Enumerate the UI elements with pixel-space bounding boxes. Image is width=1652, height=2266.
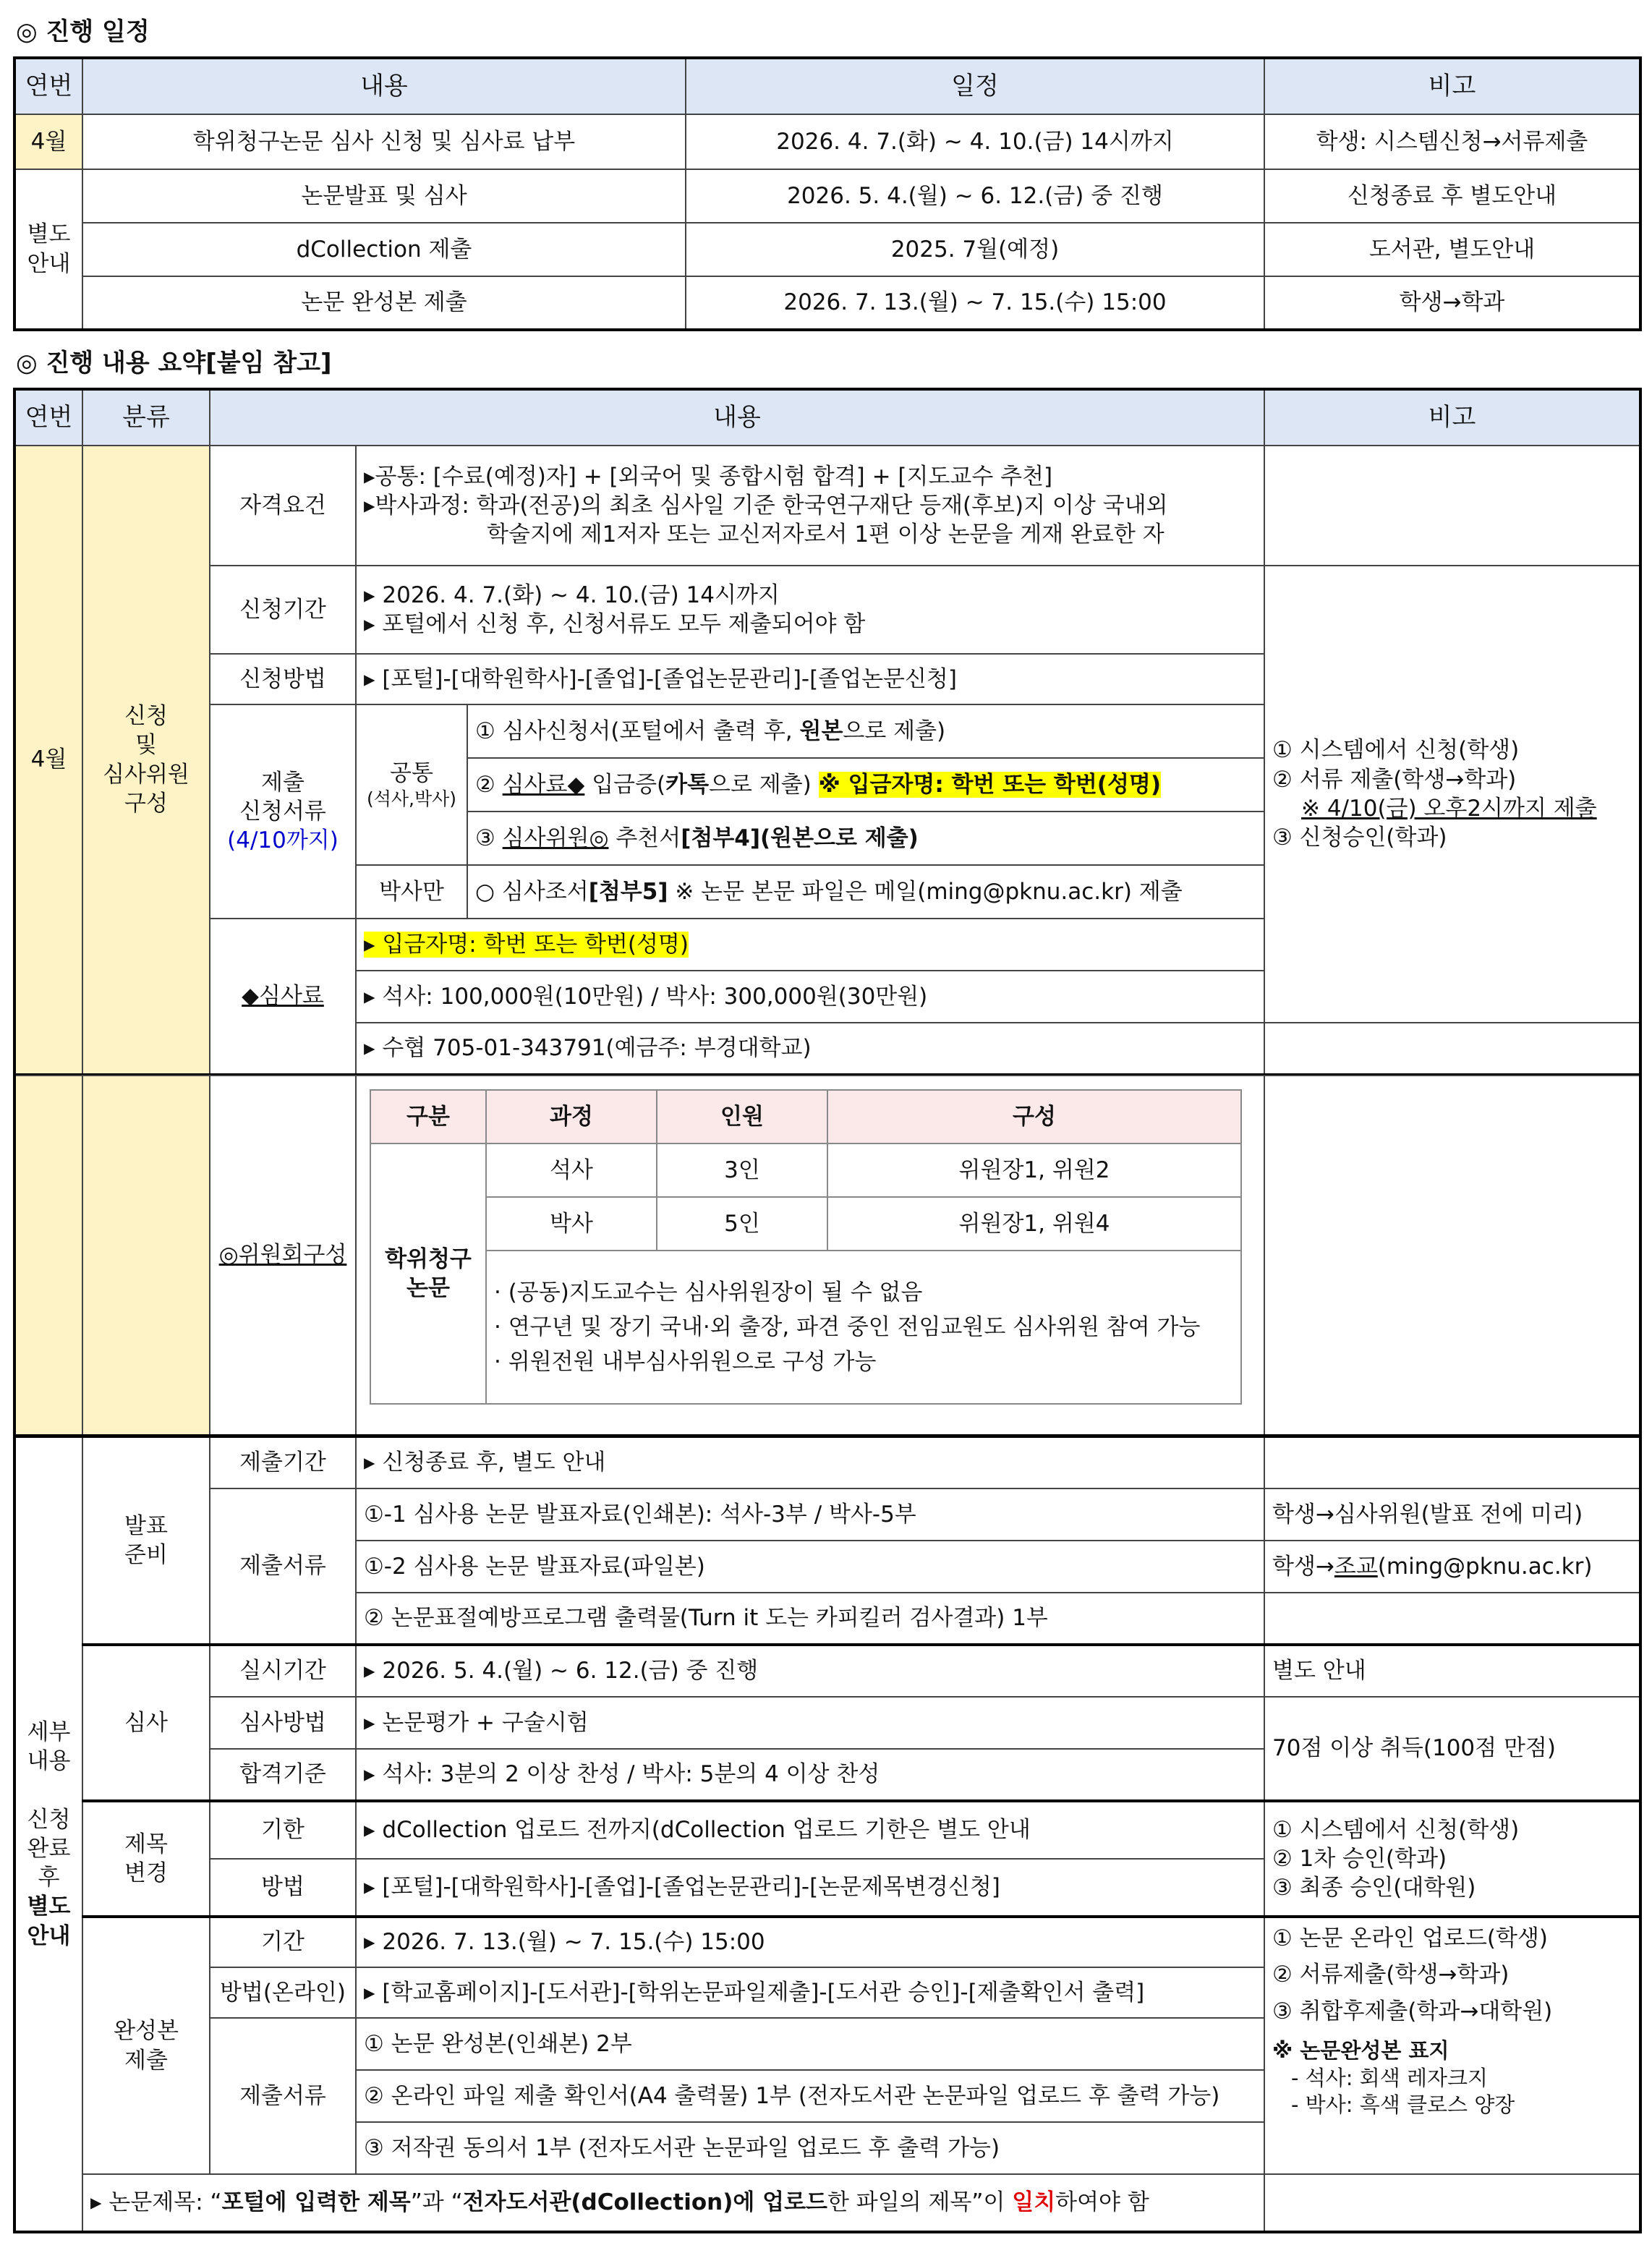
empty-note (1264, 446, 1640, 566)
committee-note-cell (1264, 1076, 1640, 1436)
t-note (1264, 1801, 1640, 1917)
committee-block (13, 1075, 1642, 1437)
table-row (14, 276, 1640, 330)
detail-label (14, 1436, 82, 2232)
period-label: 신청기간 (210, 566, 356, 654)
r-period-text: ▸ 2026. 5. 4.(월) ~ 6. 12.(금) 중 진행 (356, 1645, 1264, 1697)
note-line: ② 서류제출(학생→학과) (1272, 1962, 1510, 1988)
r-period-note: 별도 안내 (1264, 1645, 1640, 1697)
group-label: 별도 안내 (14, 169, 82, 330)
april-fill (14, 1076, 82, 1436)
committee-cell (356, 1076, 1264, 1436)
empty-note (1264, 1436, 1640, 1488)
qual-label: 자격요건 (210, 446, 356, 566)
docs-label-text: 제출 신청서류 (239, 769, 326, 825)
note-line: ② 1차 승인(학과) (1272, 1845, 1447, 1872)
detail-label-c: 별도 안내 (27, 1894, 71, 1949)
row-note: 신청종료 후 별도안내 (1264, 169, 1640, 223)
table-row (14, 223, 1640, 276)
r-method-text: ▸ 논문평가 + 구술시험 (356, 1697, 1264, 1749)
title-match-note: ▸ 논문제목: “포털에 입력한 제목”과 “전자도서관(dCollection)에 업로드한 파일의 제목”이 일치하여야 함 (82, 2174, 1264, 2232)
fee-line-2: ▸ 석사: 100,000원(10만원) / 박사: 300,000원(30만원) (356, 971, 1264, 1023)
title-label: 제목 변경 (82, 1801, 210, 1917)
detail-label-a: 세부 내용 (27, 1718, 71, 1775)
committee-header: 과정 (486, 1090, 657, 1143)
doc-item-1: ① 심사신청서(포털에서 출력 후, 원본으로 제출) (467, 704, 1264, 758)
qual-line: ▸박사과정: 학과(전공)의 최초 심사일 기준 한국연구재단 등재(후보)지 이상 국내외 (364, 492, 1168, 519)
april-label: 4월 (14, 446, 82, 1075)
p-doc-2: ①-2 심사용 논문 발표자료(파일본) (356, 1541, 1264, 1593)
docs-deadline: (4/10까지) (227, 827, 339, 854)
table-row (370, 1197, 1241, 1251)
note-line: ③ 신청승인(학과) (1272, 825, 1447, 851)
method-text: ▸ [포털]-[대학원학사]-[졸업]-[졸업논문관리]-[졸업논문신청] (356, 654, 1264, 704)
committee-course: 박사 (486, 1197, 657, 1251)
committee-label: ◎위원회구성 (210, 1076, 356, 1436)
committee-table (370, 1089, 1242, 1405)
summary-table (13, 388, 1642, 1076)
fee-line-3: ▸ 수협 705-01-343791(예금주: 부경대학교) (356, 1023, 1264, 1075)
period-line: ▸ 2026. 4. 7.(화) ~ 4. 10.(금) 14시까지 (364, 582, 780, 608)
r-method-label: 심사방법 (210, 1697, 356, 1749)
row-note: 도서관, 별도안내 (1264, 223, 1640, 276)
col-header-note: 비고 (1264, 389, 1640, 446)
r-pass-text: ▸ 석사: 3분의 2 이상 찬성 / 박사: 5분의 4 이상 찬성 (356, 1749, 1264, 1801)
apply-note (1264, 566, 1640, 1023)
f-period-text: ▸ 2026. 7. 13.(월) ~ 7. 15.(수) 15:00 (356, 1917, 1264, 1967)
period-text (356, 566, 1264, 654)
fee-line-1: ▸ 입금자명: 학번 또는 학번(성명) (356, 919, 1264, 971)
table-row (370, 1143, 1241, 1197)
committee-header: 인원 (657, 1090, 827, 1143)
table-row (14, 169, 1640, 223)
note-line: - 박사: 흑색 클로스 양장 (1291, 2092, 1515, 2118)
note-line: ※ 4/10(금) 오후2시까지 제출 (1301, 796, 1597, 822)
p-period-text: ▸ 신청종료 후, 별도 안내 (356, 1436, 1264, 1488)
t-method-label: 방법 (210, 1859, 356, 1917)
f-doc-3: ③ 저작권 동의서 1부 (전자도서관 논문파일 업로드 후 출력 가능) (356, 2122, 1264, 2174)
committee-header: 구분 (370, 1090, 486, 1143)
committee-group: 학위청구 논문 (370, 1143, 486, 1404)
col-header-no: 연번 (14, 58, 82, 114)
common-sub: (석사,박사) (366, 788, 457, 809)
row-note: 학생→학과 (1264, 276, 1640, 330)
committee-note: · (공동)지도교수는 심사위원장이 될 수 없음 (494, 1279, 923, 1305)
f-note (1264, 1917, 1640, 2174)
phd-label: 박사만 (356, 865, 467, 919)
committee-header: 구성 (827, 1090, 1241, 1143)
review-label: 심사 (82, 1645, 210, 1801)
note-line: ③ 최종 승인(대학원) (1272, 1875, 1476, 1901)
col-header-category: 분류 (82, 389, 210, 446)
qual-line: ▸공통: [수료(예정)자] + [외국어 및 종합시험 합격] + [지도교수 추천] (364, 463, 1053, 490)
common-label (356, 704, 467, 865)
schedule-table (13, 56, 1642, 331)
p-doc-2-note: 학생→조교(ming@pknu.ac.kr) (1264, 1541, 1640, 1593)
t-deadline-text: ▸ dCollection 업로드 전까지(dCollection 업로드 기한은 별도 안내 (356, 1801, 1264, 1859)
final-label: 완성본 제출 (82, 1917, 210, 2174)
committee-note: · 위원전원 내부심사위원으로 구성 가능 (494, 1349, 877, 1376)
method-label: 신청방법 (210, 654, 356, 704)
col-header-content: 내용 (82, 58, 686, 114)
f-doc-1: ① 논문 완성본(인쇄본) 2부 (356, 2018, 1264, 2070)
f-docs-label: 제출서류 (210, 2018, 356, 2174)
table-row (14, 114, 1640, 169)
col-header-no: 연번 (14, 389, 82, 446)
row-content: dCollection 제출 (82, 223, 686, 276)
committee-count: 5인 (657, 1197, 827, 1251)
committee-comp: 위원장1, 위원2 (827, 1143, 1241, 1197)
r-note: 70점 이상 취득(100점 만점) (1264, 1697, 1640, 1801)
t-method-text: ▸ [포털]-[대학원학사]-[졸업]-[졸업논문관리]-[논문제목변경신청] (356, 1859, 1264, 1917)
qual-line: 학술지에 제1저자 또는 교신저자로서 1편 이상 논문을 게재 완료한 자 (487, 521, 1165, 548)
row-content: 논문발표 및 심사 (82, 169, 686, 223)
category-fill (82, 1076, 210, 1436)
row-content: 논문 완성본 제출 (82, 276, 686, 330)
empty-note (1264, 1593, 1640, 1645)
common-label-text: 공통 (390, 759, 433, 786)
note-line: ※ 논문완성본 표지 (1272, 2037, 1449, 2063)
section-title-summary: ◎ 진행 내용 요약[붙임 참고] (16, 349, 332, 378)
committee-count: 3인 (657, 1143, 827, 1197)
note-line: - 석사: 회색 레자크지 (1291, 2065, 1489, 2090)
fee-label: ◆심사료 (210, 919, 356, 1075)
p-doc-1: ①-1 심사용 논문 발표자료(인쇄본): 석사-3부 / 박사-5부 (356, 1488, 1264, 1541)
row-date: 2026. 5. 4.(월) ~ 6. 12.(금) 중 진행 (686, 169, 1264, 223)
category-apply: 신청 및 심사위원 구성 (82, 446, 210, 1075)
doc-item-4: ○ 심사조서[첨부5] ※ 논문 본문 파일은 메일(ming@pknu.ac.kr) 제출 (467, 865, 1264, 919)
row-date: 2026. 7. 13.(월) ~ 7. 15.(수) 15:00 (686, 276, 1264, 330)
col-header-date: 일정 (686, 58, 1264, 114)
f-doc-2: ② 온라인 파일 제출 확인서(A4 출력물) 1부 (전자도서관 논문파일 업로드 후 출력 가능) (356, 2070, 1264, 2122)
qual-text (356, 446, 1264, 566)
docs-label (210, 704, 356, 919)
row-date: 2026. 4. 7.(화) ~ 4. 10.(금) 14시까지 (686, 114, 1264, 169)
note-line: ① 논문 온라인 업로드(학생) (1272, 1925, 1549, 1951)
p-doc-3: ② 논문표절예방프로그램 출력물(Turn it 도는 카피킬러 검사결과) 1부 (356, 1593, 1264, 1645)
note-line: ③ 취합후제출(학과→대학원) (1272, 1998, 1553, 2024)
r-period-label: 실시기간 (210, 1645, 356, 1697)
row-content: 학위청구논문 심사 신청 및 심사료 납부 (82, 114, 686, 169)
p-doc-1-note: 학생→심사위원(발표 전에 미리) (1264, 1488, 1640, 1541)
col-header-content: 내용 (210, 389, 1264, 446)
r-pass-label: 합격기준 (210, 1749, 356, 1801)
committee-notes (486, 1251, 1241, 1404)
detail-label-b: 신청 완료 후 (27, 1806, 71, 1891)
col-header-note: 비고 (1264, 58, 1640, 114)
committee-comp: 위원장1, 위원4 (827, 1197, 1241, 1251)
note-line: ① 시스템에서 신청(학생) (1272, 1816, 1520, 1843)
committee-course: 석사 (486, 1143, 657, 1197)
note-line: ② 서류 제출(학생→학과) (1272, 766, 1517, 793)
period-line: ▸ 포털에서 신청 후, 신청서류도 모두 제출되어야 함 (364, 611, 866, 637)
note-line: ① 시스템에서 신청(학생) (1272, 737, 1520, 764)
detail-table (13, 1435, 1642, 2233)
committee-note: · 연구년 및 장기 국내·외 출장, 파견 중인 전임교원도 심사위원 참여 가능 (494, 1313, 1201, 1340)
section-title-schedule: ◎ 진행 일정 (16, 17, 150, 46)
f-period-label: 기간 (210, 1917, 356, 1967)
f-method-label: 방법(온라인) (210, 1967, 356, 2018)
t-deadline-label: 기한 (210, 1801, 356, 1859)
row-note: 학생: 시스템신청→서류제출 (1264, 114, 1640, 169)
doc-item-3: ③ 심사위원◎ 추천서[첨부4](원본으로 제출) (467, 812, 1264, 865)
p-docs-label: 제출서류 (210, 1488, 356, 1645)
p-period-label: 제출기간 (210, 1436, 356, 1488)
f-method-text: ▸ [학교홈페이지]-[도서관]-[학위논문파일제출]-[도서관 승인]-[제출확인서 출력] (356, 1967, 1264, 2018)
present-label: 발표 준비 (82, 1436, 210, 1645)
doc-item-2: ② 심사료◆ 입금증(카톡으로 제출) ※ 입금자명: 학번 또는 학번(성명) (467, 758, 1264, 812)
row-month: 4월 (14, 114, 82, 169)
row-date: 2025. 7월(예정) (686, 223, 1264, 276)
